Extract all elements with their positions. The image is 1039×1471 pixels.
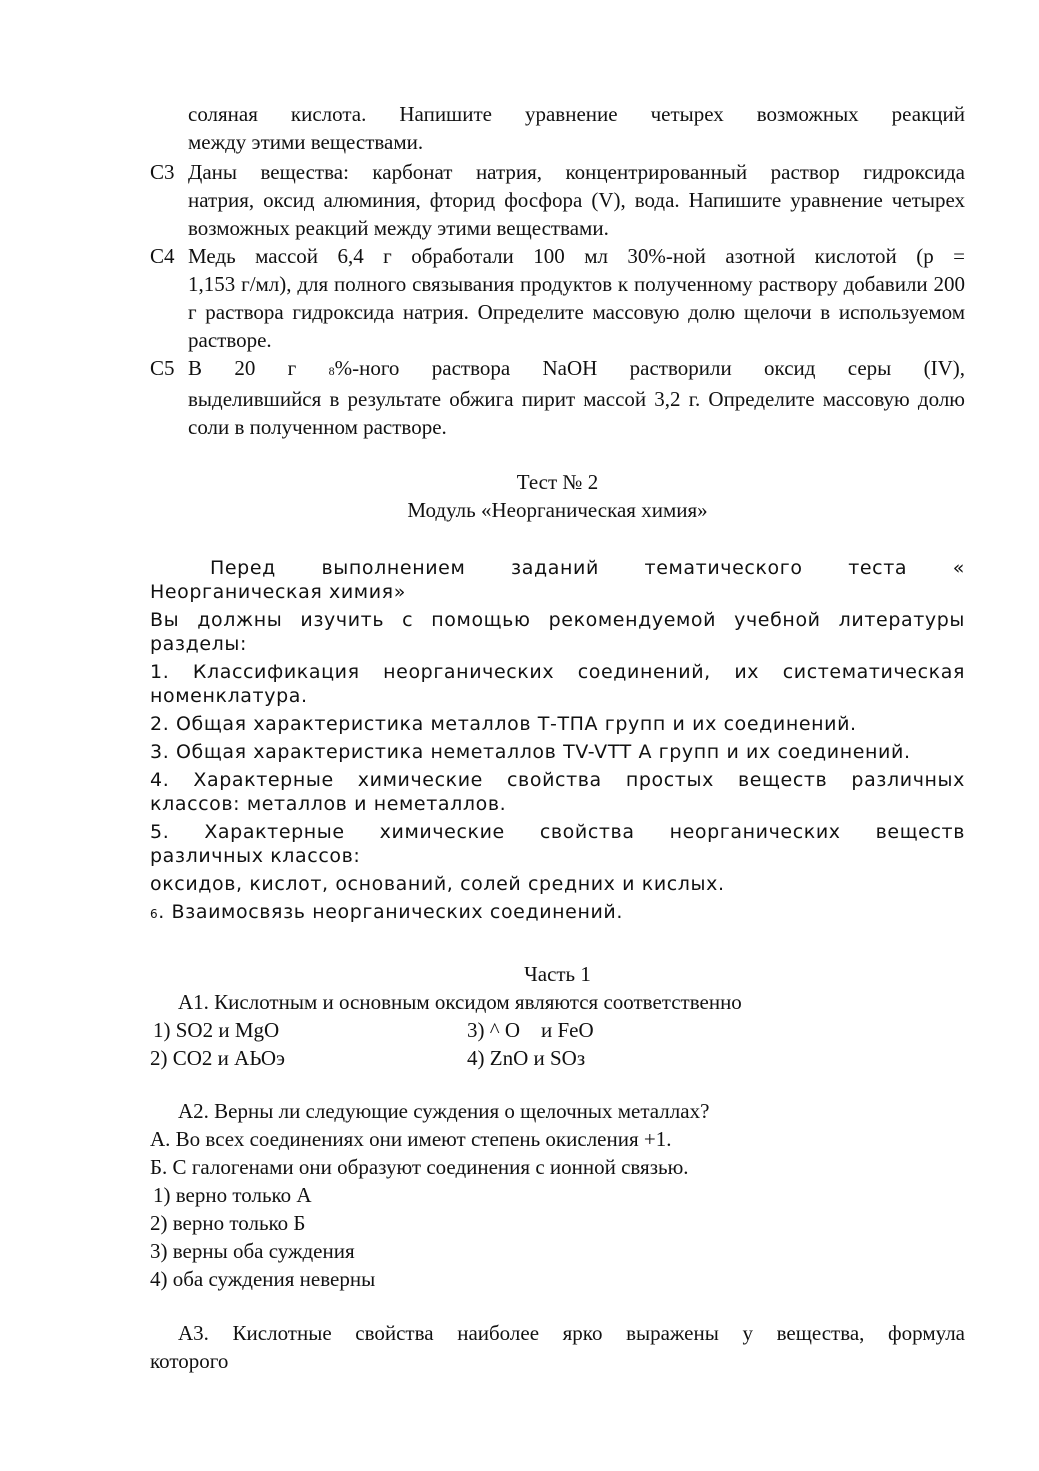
task-c5-line1 xyxy=(188,354,965,385)
previous-task-continuation xyxy=(150,100,965,156)
intro-item5-line3: оксидов, кислот, оснований, солей средних и кислых. xyxy=(150,873,725,895)
task-c5-line1-a: В 20 г xyxy=(188,356,329,380)
a1-option-2: 2) CO2 и АЬОэ xyxy=(150,1046,286,1070)
task-c4-label: C4 xyxy=(150,244,175,268)
intro-item5-line2: различных классов: xyxy=(150,845,361,867)
a1-option-1: 1) SO2 и MgO xyxy=(153,1018,280,1042)
test-title: Тест № 2 xyxy=(516,470,599,494)
intro-item6 xyxy=(150,900,965,926)
task-c5-label: C5 xyxy=(150,356,175,380)
intro-item6-text: . Взаимосвязь неорганических соединений. xyxy=(158,901,624,923)
task-c3-label: C3 xyxy=(150,160,175,184)
task-c3-line1: Даны вещества: карбонат натрия, концентрированный раствор гидроксида xyxy=(188,160,965,184)
intro-p1-line1: Перед выполнением заданий тематического теста « xyxy=(210,557,965,579)
a3-line2: которого xyxy=(150,1349,229,1373)
intro-item3: 3. Общая характеристика неметаллов TV-VTT А групп и их соединений. xyxy=(150,741,911,763)
task-c5 xyxy=(150,354,965,441)
a2-statement-a: А. Во всех соединениях они имеют степень окисления +1. xyxy=(150,1127,672,1151)
intro-item6-number: 6 xyxy=(150,907,159,921)
task-c4-text: 1,153 г/мл), для полного связывания продуктов к полученному раствору добавили 200 г раствора гидроксида натрия. Определите массовую долю щелочи в используемом растворе. xyxy=(188,272,965,352)
continuation-line-1: соляная кислота. Напишите уравнение четырех возможных реакций xyxy=(188,102,965,126)
intro-item1-line1: 1. Классификация неорганических соединений, их систематическая xyxy=(150,661,965,683)
task-c5-text: выделившийся в результате обжига пирит массой 3,2 г. Определите массовую долю соли в полученном растворе. xyxy=(188,387,965,439)
a2-statement-b: Б. С галогенами они образуют соединения с ионной связью. xyxy=(150,1155,689,1179)
a2-question: А2. Верны ли следующие суждения о щелочных металлах? xyxy=(178,1099,710,1123)
a2-option-4: 4) оба суждения неверны xyxy=(150,1267,376,1291)
intro-item5-line1: 5. Характерные химические свойства неорганических веществ xyxy=(150,821,965,843)
continuation-line-2: между этими веществами. xyxy=(188,130,424,154)
intro-item2: 2. Общая характеристика металлов Т-ТПА групп и их соединений. xyxy=(150,713,857,735)
intro-item1-line2: номенклатура. xyxy=(150,685,308,707)
module-title: Модуль «Неорганическая химия» xyxy=(407,498,708,522)
a2-option-3: 3) верны оба суждения xyxy=(150,1239,355,1263)
task-c4 xyxy=(150,242,965,354)
task-c3-text: натрия, оксид алюминия, фторид фосфора (V), вода. Напишите уравнение четырех возможных реакций между этими веществами. xyxy=(188,188,965,240)
intro-p1-line2: Неорганическая химия» xyxy=(150,581,406,603)
task-c5-small-digit: 8 xyxy=(328,364,335,378)
a1-option-3: 3) ^ О и FeO xyxy=(467,1018,594,1042)
intro-item4-line2: классов: металлов и неметаллов. xyxy=(150,793,507,815)
part-title: Часть 1 xyxy=(524,962,591,986)
task-c4-line1: Медь массой 6,4 г обработали 100 мл 30%-ной азотной кислотой (р = xyxy=(188,244,965,268)
a2-option-2: 2) верно только Б xyxy=(150,1211,306,1235)
a1-question: А1. Кислотным и основным оксидом являются соответственно xyxy=(178,990,742,1014)
a3-line1: А3. Кислотные свойства наиболее ярко выражены у вещества, формула xyxy=(178,1321,965,1345)
a2-option-1: 1) верно только А xyxy=(153,1183,312,1207)
task-c5-line1-b: %-ного раствора NaOH растворили оксид серы (IV), xyxy=(334,356,965,380)
task-c3 xyxy=(150,158,965,242)
intro-item4-line1: 4. Характерные химические свойства простых веществ различных xyxy=(150,769,965,791)
intro-p2-line2: разделы: xyxy=(150,633,247,655)
a1-option-4: 4) ZnO и SОз xyxy=(467,1046,586,1070)
a3-question xyxy=(150,1319,965,1375)
intro-block xyxy=(150,556,965,926)
intro-p2-line1: Вы должны изучить с помощью рекомендуемой учебной литературы xyxy=(150,609,965,631)
